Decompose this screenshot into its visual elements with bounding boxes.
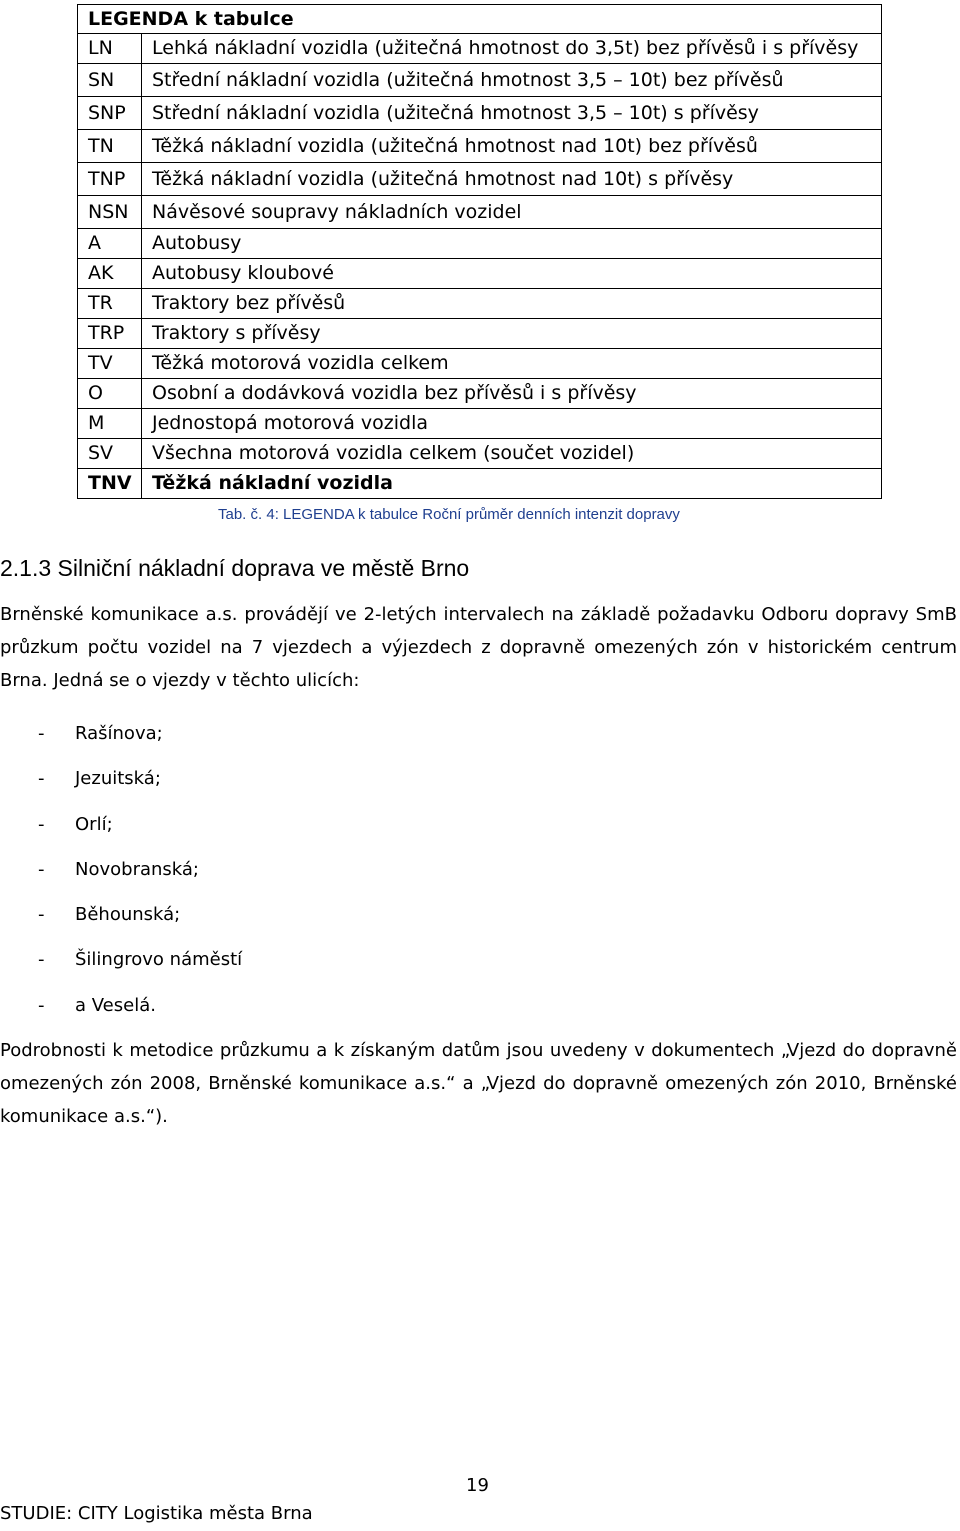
list-dash: - bbox=[38, 904, 45, 926]
list-dash: - bbox=[38, 768, 45, 790]
legend-description: Traktory s přívěsy bbox=[142, 319, 882, 349]
street-name: Šilingrovo náměstí bbox=[75, 949, 243, 971]
list-item bbox=[38, 854, 242, 899]
legend-code: TNP bbox=[78, 163, 142, 196]
section-heading: 2.1.3 Silniční nákladní doprava ve městě Brno bbox=[0, 555, 470, 581]
legend-title: LEGENDA k tabulce bbox=[78, 5, 882, 34]
legend-description: Střední nákladní vozidla (užitečná hmotnost 3,5 – 10t) s přívěsy bbox=[142, 97, 882, 130]
legend-description: Těžká nákladní vozidla (užitečná hmotnost nad 10t) s přívěsy bbox=[142, 163, 882, 196]
legend-code: SN bbox=[78, 64, 142, 97]
legend-code: LN bbox=[78, 34, 142, 64]
list-dash: - bbox=[38, 813, 45, 835]
table-caption: Tab. č. 4: LEGENDA k tabulce Roční průměr denních intenzit dopravy bbox=[218, 506, 680, 523]
street-name: Novobranská; bbox=[75, 858, 199, 880]
street-name: Orlí; bbox=[75, 813, 113, 835]
legend-code: TRP bbox=[78, 319, 142, 349]
legend-description: Návěsové soupravy nákladních vozidel bbox=[142, 196, 882, 229]
legend-code: TV bbox=[78, 349, 142, 379]
legend-code: SV bbox=[78, 439, 142, 469]
street-name: a Veselá. bbox=[75, 994, 156, 1016]
street-name: Jezuitská; bbox=[75, 768, 161, 790]
legend-description: Osobní a dodávková vozidla bez přívěsů i s přívěsy bbox=[142, 379, 882, 409]
legend-code: TN bbox=[78, 130, 142, 163]
legend-description: Všechna motorová vozidla celkem (součet vozidel) bbox=[142, 439, 882, 469]
list-item bbox=[38, 990, 242, 1035]
list-dash: - bbox=[38, 994, 45, 1016]
legend-code: M bbox=[78, 409, 142, 439]
street-name: Běhounská; bbox=[75, 904, 181, 926]
legend-code: SNP bbox=[78, 97, 142, 130]
street-list bbox=[38, 718, 242, 1035]
list-item bbox=[38, 718, 242, 763]
legend-code: O bbox=[78, 379, 142, 409]
legend-code: TR bbox=[78, 289, 142, 319]
legend-description: Autobusy bbox=[142, 229, 882, 259]
legend-code: TNV bbox=[78, 469, 142, 499]
list-dash: - bbox=[38, 858, 45, 880]
legend-description: Těžká nákladní vozidla bbox=[142, 469, 882, 499]
legend-description: Jednostopá motorová vozidla bbox=[142, 409, 882, 439]
street-name: Rašínova; bbox=[75, 723, 163, 744]
legend-description: Těžká nákladní vozidla (užitečná hmotnost nad 10t) bez přívěsů bbox=[142, 130, 882, 163]
details-paragraph: Podrobnosti k metodice průzkumu a k získaným datům jsou uvedeny v dokumentech „Vjezd do dopravně omezených zón 2008, Brněnské komunikace a.s.“ a „Vjezd do dopravně omezených zón 2010, Brněnské komunikace a.s.“). bbox=[0, 1040, 957, 1127]
legend-description: Lehká nákladní vozidla (užitečná hmotnost do 3,5t) bez přívěsů i s přívěsy bbox=[142, 34, 882, 64]
list-item bbox=[38, 944, 242, 989]
legend-description: Autobusy kloubové bbox=[142, 259, 882, 289]
list-item bbox=[38, 899, 242, 944]
list-dash: - bbox=[38, 723, 45, 744]
legend-description: Střední nákladní vozidla (užitečná hmotnost 3,5 – 10t) bez přívěsů bbox=[142, 64, 882, 97]
legend-description: Těžká motorová vozidla celkem bbox=[142, 349, 882, 379]
list-dash: - bbox=[38, 949, 45, 971]
legend-table bbox=[77, 4, 882, 499]
page-number: 19 bbox=[466, 1475, 489, 1496]
list-item bbox=[38, 763, 242, 808]
list-item bbox=[38, 809, 242, 854]
page-footer: STUDIE: CITY Logistika města Brna bbox=[0, 1503, 313, 1524]
legend-code: NSN bbox=[78, 196, 142, 229]
legend-code: AK bbox=[78, 259, 142, 289]
intro-paragraph: Brněnské komunikace a.s. provádějí ve 2-letých intervalech na základě požadavku Odboru dopravy SmB průzkum počtu vozidel na 7 vjezdech a výjezdech z dopravně omezených zón v historickém centrum Brna. Jedná se o vjezdy v těchto ulicích: bbox=[0, 604, 957, 691]
legend-description: Traktory bez přívěsů bbox=[142, 289, 882, 319]
legend-code: A bbox=[78, 229, 142, 259]
